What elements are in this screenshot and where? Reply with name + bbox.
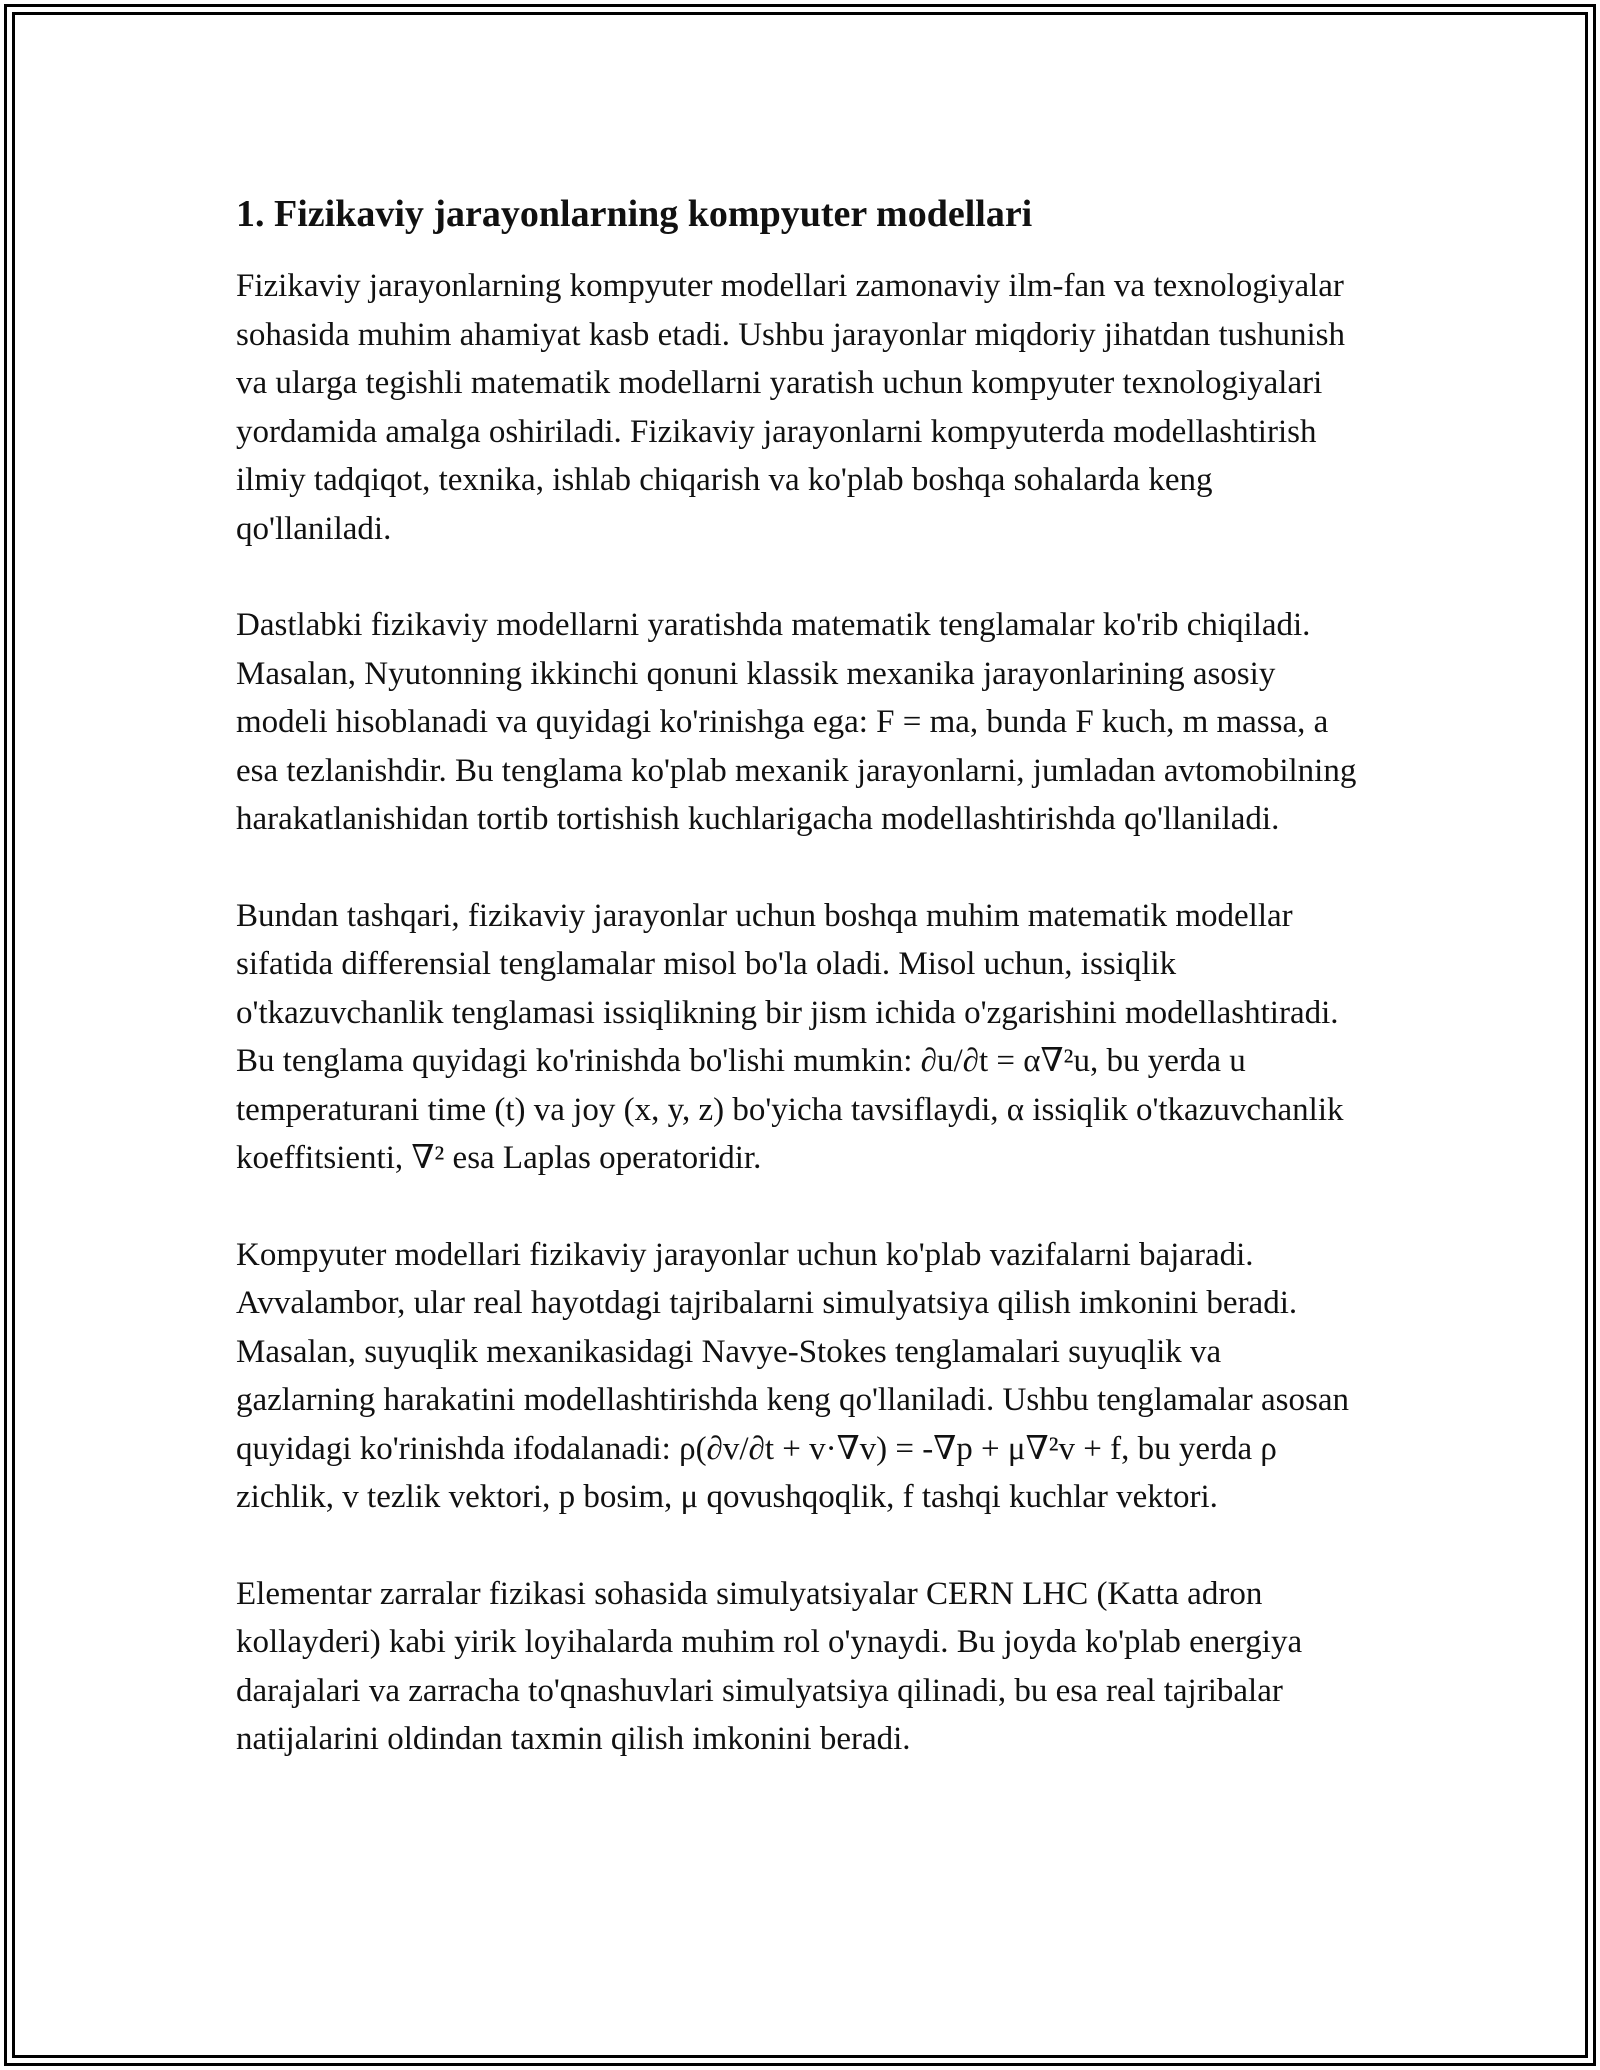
document-body (236, 188, 1366, 1812)
paragraph-newton-law: Dastlabki fizikaviy modellarni yaratishda matematik tenglamalar ko'rib chiqiladi. Masalan, Nyutonning ikkinchi qonuni klassik mexanika jarayonlarining asosiy modeli hisoblanadi va quyidagi ko'rinishga ega: F = ma, bunda F kuch, m massa, a esa tezlanishdir. Bu tenglama ko'plab mexanik jarayonlarni, jumladan avtomobilning harakatlanishidan tortib tortishish kuchlarigacha modellashtirishda qo'llaniladi. (236, 607, 1357, 837)
paragraph-navier-stokes: Kompyuter modellari fizikaviy jarayonlar uchun ko'plab vazifalarni bajaradi. Avvalambor, ular real hayotdagi tajribalarni simulyatsiya qilish imkonini beradi. Masalan, suyuqlik mexanikasidagi Navye-Stokes tenglamalari suyuqlik va gazlarning harakatini modellashtirishda keng qo'llaniladi. Ushbu tenglamalar asosan quyidagi ko'rinishda ifodalanadi: ρ(∂v/∂t + v·∇v) = -∇p + μ∇²v + f, bu yerda ρ zichlik, v tezlik vektori, p bosim, μ qovushqoqlik, f tashqi kuchlar vektori. (236, 1236, 1349, 1515)
paragraph-intro: Fizikaviy jarayonlarning kompyuter modellari zamonaviy ilm-fan va texnologiyalar sohasida muhim ahamiyat kasb etadi. Ushbu jarayonlar miqdoriy jihatdan tushunish va ularga tegishli matematik modellarni yaratish uchun kompyuter texnologiyalari yordamida amalga oshiriladi. Fizikaviy jarayonlarni kompyuterda modellashtirish ilmiy tadqiqot, texnika, ishlab chiqarish va ko'plab boshqa sohalarda keng qo'llaniladi. (236, 268, 1345, 547)
paragraph-heat-equation: Bundan tashqari, fizikaviy jarayonlar uchun boshqa muhim matematik modellar sifatida differensial tenglamalar misol bo'la oladi. Misol uchun, issiqlik o'tkazuvchanlik tenglamasi issiqlikning bir jism ichida o'zgarishini modellashtiradi. Bu tenglama quyidagi ko'rinishda bo'lishi mumkin: ∂u/∂t = α∇²u, bu yerda u temperaturani time (t) va joy (x, y, z) bo'yicha tavsiflaydi, α issiqlik o'tkazuvchanlik koeffitsienti, ∇² esa Laplas operatoridir. (236, 897, 1344, 1176)
section-title: 1. Fizikaviy jarayonlarning kompyuter modellari (236, 193, 1033, 235)
paragraph-particle-physics: Elementar zarralar fizikasi sohasida simulyatsiyalar CERN LHC (Katta adron kollayderi) kabi yirik loyihalarda muhim rol o'ynaydi. Bu joyda ko'plab energiya darajalari va zarracha to'qnashuvlari simulyatsiya qilinadi, bu esa real tajribalar natijalarini oldindan taxmin qilish imkonini beradi. (236, 1575, 1303, 1757)
